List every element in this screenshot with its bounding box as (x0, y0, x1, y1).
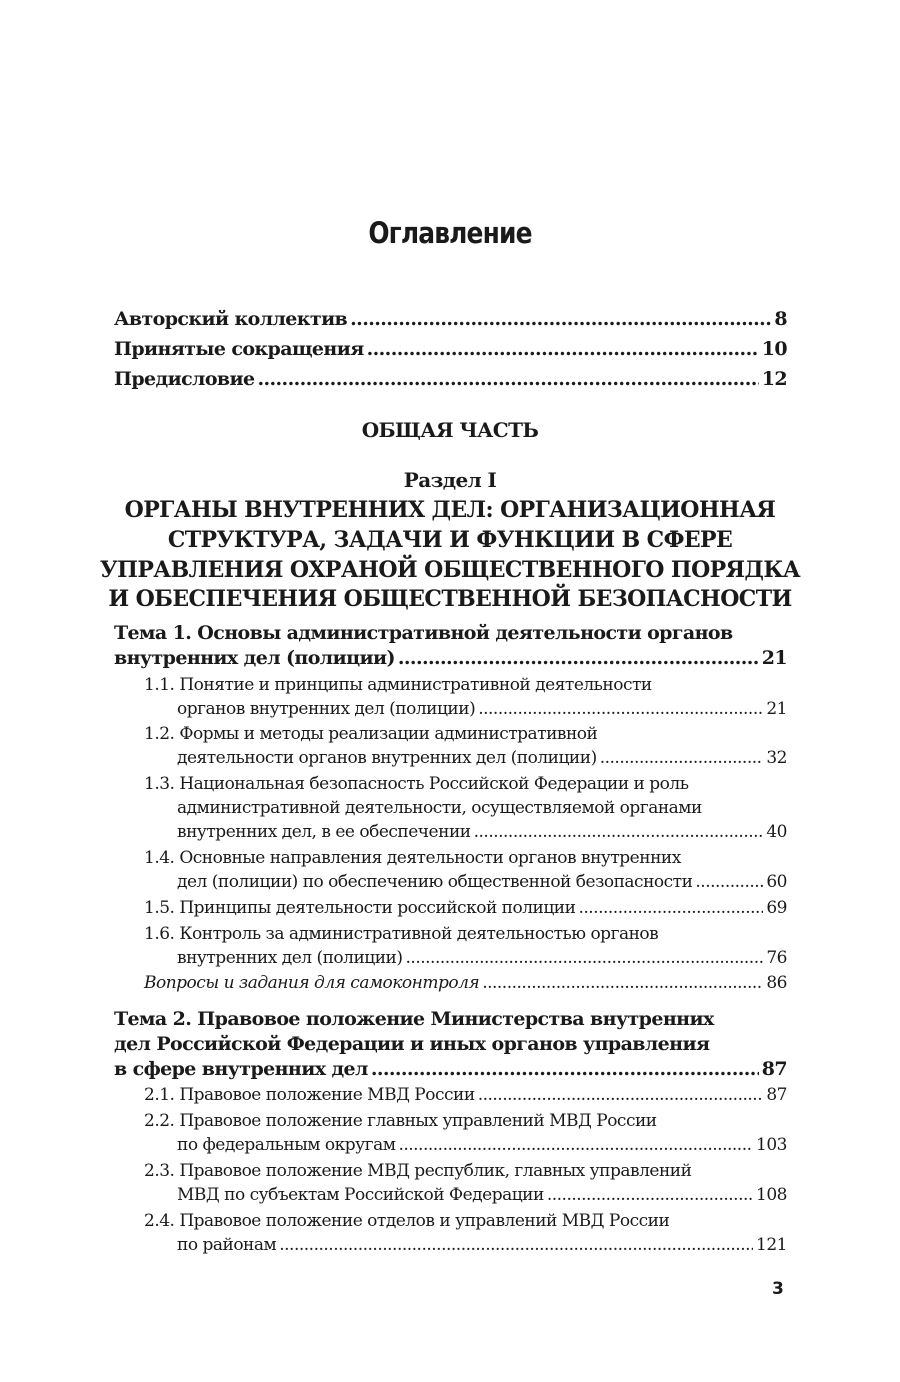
page-title: Оглавление (368, 216, 532, 250)
toc-entry-page: 108 (756, 1185, 787, 1205)
section-title-line: УПРАВЛЕНИЯ ОХРАНОЙ ОБЩЕСТВЕННОГО ПОРЯДКА (99, 557, 801, 583)
toc-subentry-2-3[interactable] (177, 1185, 787, 1205)
toc-entry-label: Принятые сокращения (114, 338, 364, 360)
toc-entry-page: 21 (761, 647, 787, 669)
toc-entry-page: 103 (756, 1135, 787, 1155)
section-title-line: ОРГАНЫ ВНУТРЕННИХ ДЕЛ: ОРГАНИЗАЦИОННАЯ (124, 497, 776, 523)
dot-leader (547, 1185, 753, 1205)
subentry-title-line: 1.4. Основные направления деятельности органов внутренних (144, 848, 681, 868)
dot-leader (367, 338, 759, 360)
dot-leader (478, 1085, 764, 1105)
topic-2-title-line: Тема 2. Правовое положение Министерства внутренних (114, 1008, 714, 1030)
subentry-title-line: 1.3. Национальная безопасность Российской Федерации и роль (144, 774, 689, 794)
section-title-line: И ОБЕСПЕЧЕНИЯ ОБЩЕСТВЕННОЙ БЕЗОПАСНОСТИ (108, 586, 792, 612)
toc-entry-page: 121 (756, 1235, 787, 1255)
toc-entry-page: 32 (766, 748, 787, 768)
dot-leader (478, 699, 763, 719)
subentry-title-line: 1.6. Контроль за административной деятельностью органов (144, 924, 659, 944)
toc-entry-page: 21 (766, 699, 787, 719)
dot-leader (600, 748, 764, 768)
subentry-title-line: 1.2. Формы и методы реализации административной (144, 724, 598, 744)
dot-leader (279, 1235, 753, 1255)
subentry-title-line: 2.3. Правовое положение МВД республик, главных управлений (144, 1161, 692, 1181)
toc-entry-page: 86 (766, 973, 787, 993)
dot-leader (474, 822, 764, 842)
toc-subentry-1-3[interactable] (177, 822, 787, 842)
toc-subentry-1-5[interactable] (144, 898, 787, 918)
section-label: Раздел I (403, 468, 497, 492)
toc-subentry-2-4[interactable] (177, 1235, 787, 1255)
topic-1-title-line: Тема 1. Основы административной деятельности органов (114, 622, 733, 644)
toc-entry-page: 87 (761, 1058, 787, 1080)
page-number: 3 (772, 1279, 784, 1299)
dot-leader (406, 948, 764, 968)
subentry-title-line: 2.4. Правовое положение отделов и управлений МВД России (144, 1211, 670, 1231)
toc-subentry-1-1[interactable] (177, 699, 787, 719)
topic-2-title-line: дел Российской Федерации и иных органов управления (114, 1033, 710, 1055)
toc-entry-label: по районам (177, 1235, 277, 1255)
dot-leader (578, 898, 763, 918)
toc-entry-topic-2[interactable] (114, 1058, 787, 1080)
toc-entry-questions[interactable] (144, 973, 787, 993)
toc-entry-label: Вопросы и задания для самоконтроля (144, 973, 480, 993)
toc-entry-preface[interactable] (114, 368, 787, 390)
toc-entry-page: 60 (766, 872, 787, 892)
dot-leader (398, 1135, 753, 1155)
toc-entry-label: МВД по субъектам Российской Федерации (177, 1185, 544, 1205)
toc-entry-label: 2.1. Правовое положение МВД России (144, 1085, 475, 1105)
toc-subentry-1-2[interactable] (177, 748, 787, 768)
toc-subentry-1-6[interactable] (177, 948, 787, 968)
toc-entry-label: по федеральным округам (177, 1135, 396, 1155)
part-heading: ОБЩАЯ ЧАСТЬ (361, 418, 539, 442)
toc-subentry-2-2[interactable] (177, 1135, 787, 1155)
toc-entry-authors[interactable] (114, 308, 787, 330)
section-title-line: СТРУКТУРА, ЗАДАЧИ И ФУНКЦИИ В СФЕРЕ (167, 527, 733, 553)
toc-entry-page: 12 (761, 368, 787, 390)
toc-entry-label: внутренних дел, в ее обеспечении (177, 822, 471, 842)
dot-leader (482, 973, 763, 993)
toc-entry-label: органов внутренних дел (полиции) (177, 699, 476, 719)
toc-entry-label: внутренних дел (полиции) (177, 948, 403, 968)
toc-entry-page: 10 (761, 338, 787, 360)
toc-entry-label: деятельности органов внутренних дел (полиции) (177, 748, 597, 768)
subentry-title-line: 2.2. Правовое положение главных управлений МВД России (144, 1111, 657, 1131)
dot-leader (258, 368, 759, 390)
dot-leader (398, 647, 759, 669)
toc-entry-page: 40 (766, 822, 787, 842)
toc-entry-page: 87 (766, 1085, 787, 1105)
dot-leader (350, 308, 771, 330)
toc-entry-page: 76 (766, 948, 787, 968)
toc-entry-label: Предисловие (114, 368, 255, 390)
dot-leader (371, 1058, 759, 1080)
dot-leader (695, 872, 763, 892)
toc-subentry-1-4[interactable] (177, 872, 787, 892)
toc-entry-abbreviations[interactable] (114, 338, 787, 360)
subentry-title-line: 1.1. Понятие и принципы административной деятельности (144, 675, 652, 695)
toc-entry-page: 69 (766, 898, 787, 918)
toc-entry-label: дел (полиции) по обеспечению общественной безопасности (177, 872, 693, 892)
toc-entry-label: в сфере внутренних дел (114, 1058, 368, 1080)
subentry-title-line: административной деятельности, осуществляемой органами (177, 798, 702, 818)
toc-entry-label: 1.5. Принципы деятельности российской полиции (144, 898, 576, 918)
toc-entry-label: внутренних дел (полиции) (114, 647, 395, 669)
toc-subentry-2-1[interactable] (144, 1085, 787, 1105)
toc-entry-page: 8 (774, 308, 787, 330)
toc-entry-label: Авторский коллектив (114, 308, 348, 330)
toc-entry-topic-1[interactable] (114, 647, 787, 669)
